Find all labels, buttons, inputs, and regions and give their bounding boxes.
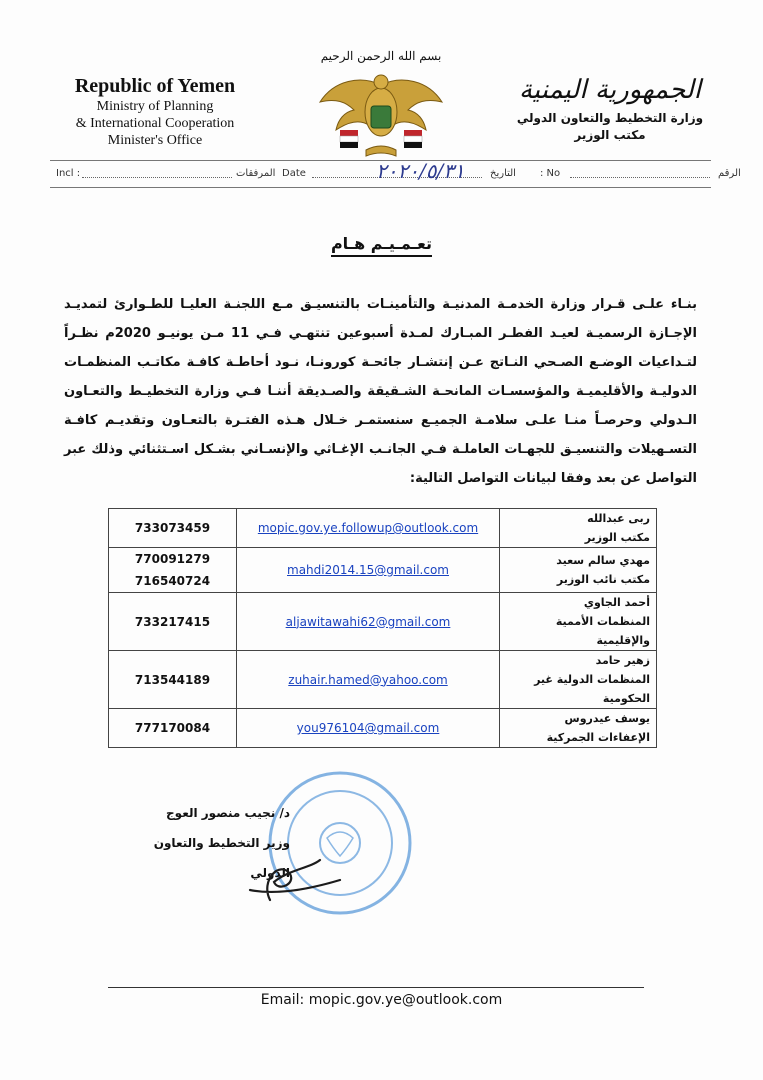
ministry-name-ar: وزارة التخطيط والتعاون الدولي [516,111,704,125]
table-row [109,593,657,651]
email-link[interactable]: zuhair.hamed@yahoo.com [237,651,500,709]
country-name-ar: الجمهورية اليمنية [518,75,702,105]
attachments-label-ar: المرفقات [236,168,276,179]
phone-number: 713544189 [134,672,211,687]
contact-name: يوسف عيدروس [564,712,650,725]
office-name-ar: مكتب الوزير [574,128,646,142]
contact-name: ربى عبدالله [587,512,650,525]
table-row [109,548,657,593]
basmala-text: بسم الله الرحمن الرحيم [320,49,442,63]
phone-cell [109,651,237,709]
circular-title [0,234,763,253]
contact-person-cell [500,593,657,651]
country-name-en: Republic of Yemen [74,75,236,97]
phone-cell [109,548,237,593]
incl-dots [82,177,232,178]
contact-role: مكتب نائب الوزير [556,573,650,586]
header-arabic [505,70,715,144]
email-link[interactable]: aljawitawahi62@gmail.com [237,593,500,651]
signer-title: وزير التخطيط والتعاون الدولي [153,836,290,880]
contact-person-cell [500,651,657,709]
phone-cell [109,709,237,748]
incl-label: Incl : [56,168,81,179]
contact-name: زهير حامد [595,654,650,667]
ministry-name-en-2: & International Cooperation [75,116,235,131]
body-paragraph: بنـاء علـى قـرار وزارة الخدمـة المدنيـة والتأمينـات بالتنسيـق مـع اللجنـة العليـا للطـوارئ لتمديـد الإجـازة الرسميـة لعيـد الفطـر المبـارك لمـدة أسبوعين تنتهـي فـي 11 مـن يونيـو 2020م نظـراً لتـداعيات الوضـع الصـحي النـاتج عـن إنتشـار جائحـة كورونـا، نـود أحاطـة كافـة مكاتـب المنظمـات الدوليـة والأقليميـة والمؤسسـات المانحـة الشـقيقة والصـديقة أننـا فـي وزارة التخطيـط والتعـاون الـدولي وحرصـاً منـا علـى سلامـة الجميـع سنستمـر خـلال هـذه الفتـرة بالتعـاون وتقديـم كافـة التسـهيلات والتنسيـق للجهـات العاملـة فـي الجانـب الإغـاثي والإنسـاني بشـكل اسـتثنائي وذلك عبر التواصل عن بعد وفقا لبيانات التواصل التالية: [64,297,697,486]
contact-role: المنظمات الأممية والإقليمية [555,615,650,647]
handwritten-date: ٢٠٢٠/٥/٣١ [376,159,465,183]
date-label: Date [282,168,306,179]
number-label: : No [540,168,561,179]
phone-number: 770091279 [134,552,211,566]
phone-number: 733073459 [134,521,211,535]
contact-person-cell [500,509,657,548]
circular-title-text: تعـمـيـم هـام [331,234,432,257]
contact-person-cell [500,548,657,593]
contact-role: مكتب الوزير [584,531,650,544]
contact-role: الإعفاءات الجمركية [546,731,650,744]
phone-number-2: 716540724 [134,574,211,588]
signer-name: د/ نجيب منصور العوج [166,806,290,820]
contacts-table [108,508,657,748]
contact-person-cell [500,709,657,748]
date-label-ar: التاريخ [490,168,516,179]
number-label-ar: الرقم [718,168,741,179]
office-name-en: Minister's Office [107,133,203,148]
table-row [109,651,657,709]
email-link[interactable]: mopic.gov.ye.followup@outlook.com [237,509,500,548]
handwritten-signature-icon [230,830,350,910]
table-row [109,709,657,748]
phone-number: 733217415 [134,614,211,629]
reference-line [50,159,741,188]
number-dots [570,177,710,178]
email-link[interactable]: you976104@gmail.com [237,709,500,748]
contact-name: مهدي سالم سعيد [556,554,650,567]
contact-name: أحمد الجاوي [583,596,650,609]
header-english [40,74,270,149]
footer-rule [108,987,644,988]
table-row [109,509,657,548]
phone-cell [109,509,237,548]
contact-role: المنظمات الدولية غير الحكومية [534,673,650,705]
ministry-name-en: Ministry of Planning [96,99,214,114]
email-link[interactable]: mahdi2014.15@gmail.com [237,548,500,593]
yemen-emblem-icon [306,40,456,170]
footer-email[interactable]: Email: mopic.gov.ye@outlook.com [260,992,503,1008]
phone-number: 777170084 [134,721,211,735]
phone-cell [109,593,237,651]
